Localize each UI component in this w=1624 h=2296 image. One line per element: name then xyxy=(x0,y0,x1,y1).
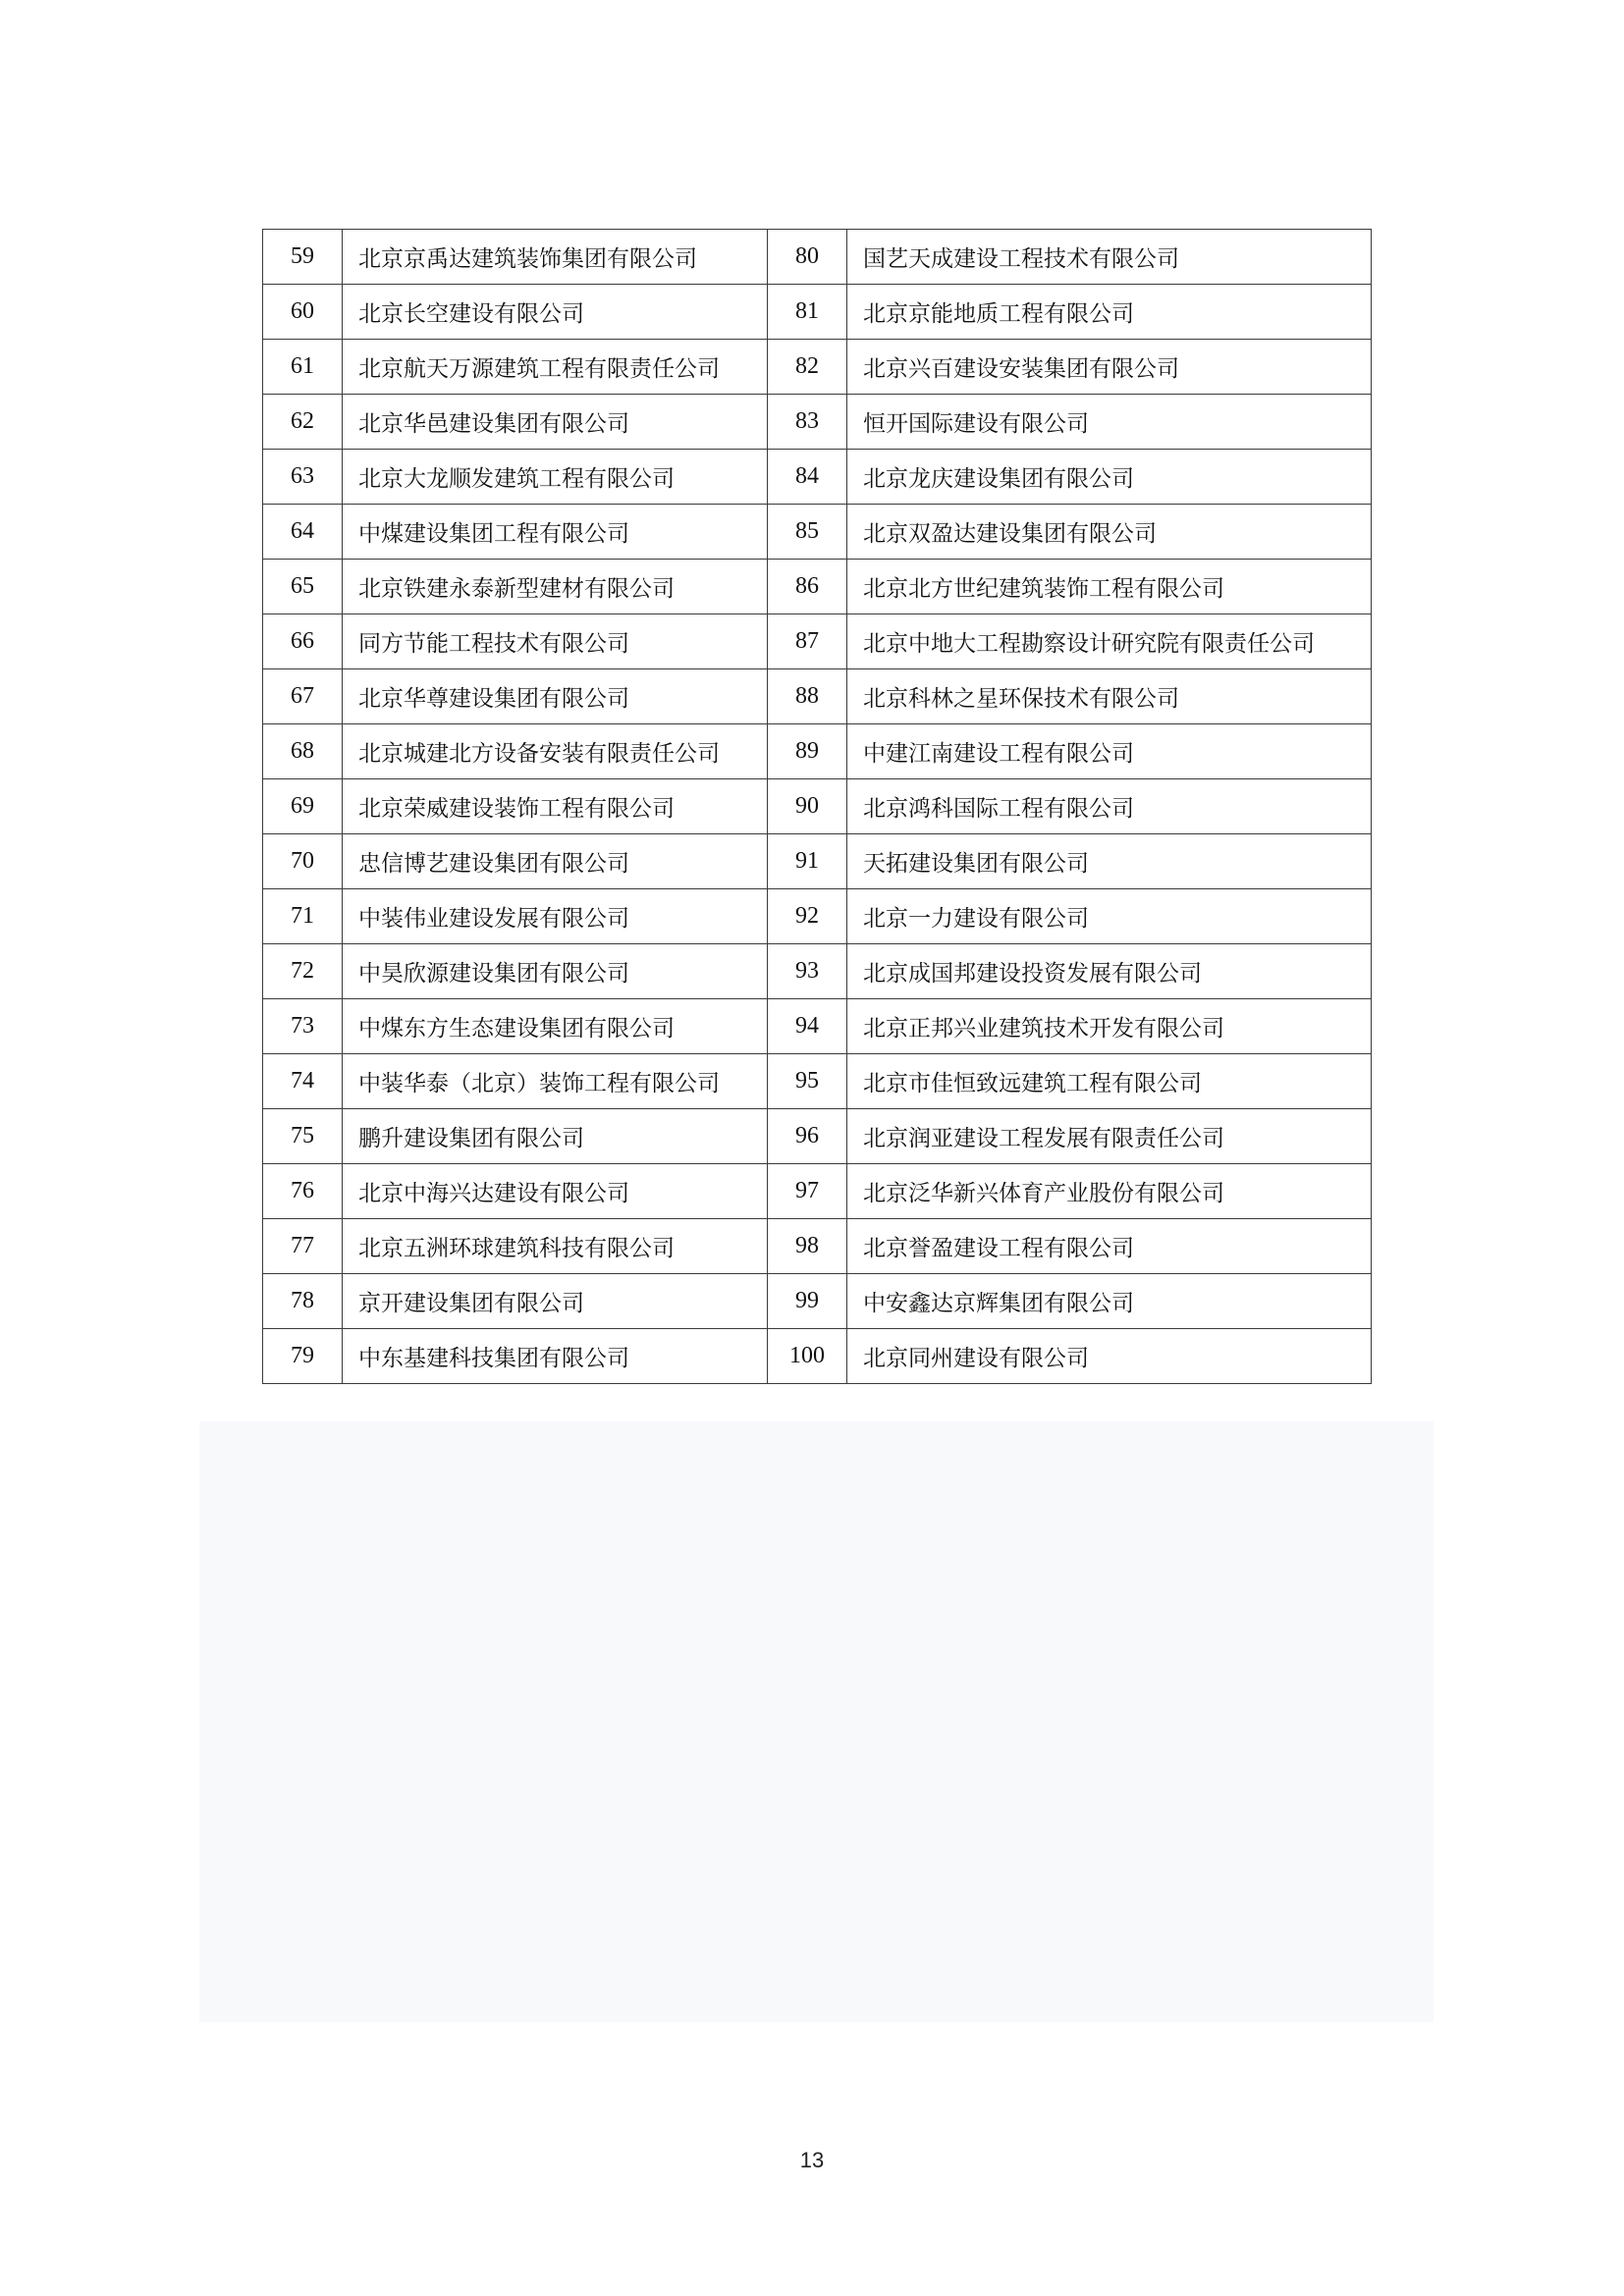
table-row xyxy=(263,614,1372,669)
table-row xyxy=(263,1274,1372,1329)
table-row xyxy=(263,724,1372,779)
table-row xyxy=(263,889,1372,944)
table-row xyxy=(263,1164,1372,1219)
left-number-cell: 77 xyxy=(263,1219,343,1274)
left-company-cell: 北京中海兴达建设有限公司 xyxy=(343,1164,768,1219)
right-company-cell: 北京泛华新兴体育产业股份有限公司 xyxy=(847,1164,1372,1219)
table-row xyxy=(263,230,1372,285)
left-number-cell: 78 xyxy=(263,1274,343,1329)
right-number-cell: 91 xyxy=(768,834,847,889)
table-row xyxy=(263,1219,1372,1274)
left-number-cell: 62 xyxy=(263,395,343,450)
right-number-cell: 96 xyxy=(768,1109,847,1164)
left-number-cell: 68 xyxy=(263,724,343,779)
right-company-cell: 北京龙庆建设集团有限公司 xyxy=(847,450,1372,505)
right-number-cell: 94 xyxy=(768,999,847,1054)
left-number-cell: 74 xyxy=(263,1054,343,1109)
blank-shaded-area xyxy=(199,1421,1434,2022)
right-number-cell: 98 xyxy=(768,1219,847,1274)
right-company-cell: 中建江南建设工程有限公司 xyxy=(847,724,1372,779)
left-company-cell: 中煤东方生态建设集团有限公司 xyxy=(343,999,768,1054)
right-number-cell: 89 xyxy=(768,724,847,779)
left-company-cell: 中东基建科技集团有限公司 xyxy=(343,1329,768,1384)
left-number-cell: 63 xyxy=(263,450,343,505)
table-row xyxy=(263,1054,1372,1109)
table-row xyxy=(263,450,1372,505)
right-number-cell: 80 xyxy=(768,230,847,285)
left-number-cell: 70 xyxy=(263,834,343,889)
left-company-cell: 北京航天万源建筑工程有限责任公司 xyxy=(343,340,768,395)
table-row xyxy=(263,560,1372,614)
left-company-cell: 忠信博艺建设集团有限公司 xyxy=(343,834,768,889)
right-number-cell: 86 xyxy=(768,560,847,614)
table-row xyxy=(263,285,1372,340)
left-company-cell: 北京华尊建设集团有限公司 xyxy=(343,669,768,724)
left-number-cell: 59 xyxy=(263,230,343,285)
left-number-cell: 67 xyxy=(263,669,343,724)
right-number-cell: 84 xyxy=(768,450,847,505)
left-company-cell: 中昊欣源建设集团有限公司 xyxy=(343,944,768,999)
table-body xyxy=(263,230,1372,1384)
right-number-cell: 93 xyxy=(768,944,847,999)
right-company-cell: 北京北方世纪建筑装饰工程有限公司 xyxy=(847,560,1372,614)
left-number-cell: 73 xyxy=(263,999,343,1054)
right-company-cell: 恒开国际建设有限公司 xyxy=(847,395,1372,450)
left-company-cell: 中装华泰（北京）装饰工程有限公司 xyxy=(343,1054,768,1109)
left-company-cell: 北京大龙顺发建筑工程有限公司 xyxy=(343,450,768,505)
left-company-cell: 中煤建设集团工程有限公司 xyxy=(343,505,768,560)
left-number-cell: 79 xyxy=(263,1329,343,1384)
left-number-cell: 72 xyxy=(263,944,343,999)
right-number-cell: 82 xyxy=(768,340,847,395)
left-number-cell: 69 xyxy=(263,779,343,834)
right-company-cell: 中安鑫达京辉集团有限公司 xyxy=(847,1274,1372,1329)
right-company-cell: 北京市佳恒致远建筑工程有限公司 xyxy=(847,1054,1372,1109)
right-company-cell: 北京成国邦建设投资发展有限公司 xyxy=(847,944,1372,999)
right-company-cell: 北京科林之星环保技术有限公司 xyxy=(847,669,1372,724)
left-company-cell: 同方节能工程技术有限公司 xyxy=(343,614,768,669)
left-company-cell: 北京长空建设有限公司 xyxy=(343,285,768,340)
table-row xyxy=(263,669,1372,724)
right-number-cell: 83 xyxy=(768,395,847,450)
right-number-cell: 95 xyxy=(768,1054,847,1109)
right-number-cell: 92 xyxy=(768,889,847,944)
right-company-cell: 天拓建设集团有限公司 xyxy=(847,834,1372,889)
left-number-cell: 75 xyxy=(263,1109,343,1164)
right-number-cell: 85 xyxy=(768,505,847,560)
left-number-cell: 66 xyxy=(263,614,343,669)
right-number-cell: 97 xyxy=(768,1164,847,1219)
right-company-cell: 北京誉盈建设工程有限公司 xyxy=(847,1219,1372,1274)
left-company-cell: 北京城建北方设备安装有限责任公司 xyxy=(343,724,768,779)
left-number-cell: 61 xyxy=(263,340,343,395)
table-row xyxy=(263,779,1372,834)
left-number-cell: 65 xyxy=(263,560,343,614)
right-company-cell: 北京京能地质工程有限公司 xyxy=(847,285,1372,340)
left-number-cell: 60 xyxy=(263,285,343,340)
left-number-cell: 71 xyxy=(263,889,343,944)
right-number-cell: 99 xyxy=(768,1274,847,1329)
right-company-cell: 北京同州建设有限公司 xyxy=(847,1329,1372,1384)
table-row xyxy=(263,1109,1372,1164)
left-company-cell: 京开建设集团有限公司 xyxy=(343,1274,768,1329)
right-company-cell: 北京正邦兴业建筑技术开发有限公司 xyxy=(847,999,1372,1054)
left-company-cell: 北京京禹达建筑装饰集团有限公司 xyxy=(343,230,768,285)
left-company-cell: 中装伟业建设发展有限公司 xyxy=(343,889,768,944)
table-row xyxy=(263,395,1372,450)
right-number-cell: 90 xyxy=(768,779,847,834)
right-company-cell: 北京鸿科国际工程有限公司 xyxy=(847,779,1372,834)
left-number-cell: 76 xyxy=(263,1164,343,1219)
table-row xyxy=(263,944,1372,999)
left-company-cell: 北京华邑建设集团有限公司 xyxy=(343,395,768,450)
table-row xyxy=(263,505,1372,560)
right-company-cell: 北京兴百建设安装集团有限公司 xyxy=(847,340,1372,395)
table-row xyxy=(263,834,1372,889)
right-number-cell: 100 xyxy=(768,1329,847,1384)
left-company-cell: 北京荣威建设装饰工程有限公司 xyxy=(343,779,768,834)
left-company-cell: 北京铁建永泰新型建材有限公司 xyxy=(343,560,768,614)
right-company-cell: 北京一力建设有限公司 xyxy=(847,889,1372,944)
company-list-table xyxy=(262,229,1372,1384)
right-company-cell: 北京润亚建设工程发展有限责任公司 xyxy=(847,1109,1372,1164)
right-number-cell: 81 xyxy=(768,285,847,340)
left-number-cell: 64 xyxy=(263,505,343,560)
left-company-cell: 鹏升建设集团有限公司 xyxy=(343,1109,768,1164)
table-row xyxy=(263,999,1372,1054)
right-company-cell: 北京中地大工程勘察设计研究院有限责任公司 xyxy=(847,614,1372,669)
table-row xyxy=(263,1329,1372,1384)
page-number: 13 xyxy=(799,2148,825,2172)
left-company-cell: 北京五洲环球建筑科技有限公司 xyxy=(343,1219,768,1274)
table-row xyxy=(263,340,1372,395)
right-company-cell: 北京双盈达建设集团有限公司 xyxy=(847,505,1372,560)
right-number-cell: 87 xyxy=(768,614,847,669)
right-company-cell: 国艺天成建设工程技术有限公司 xyxy=(847,230,1372,285)
right-number-cell: 88 xyxy=(768,669,847,724)
